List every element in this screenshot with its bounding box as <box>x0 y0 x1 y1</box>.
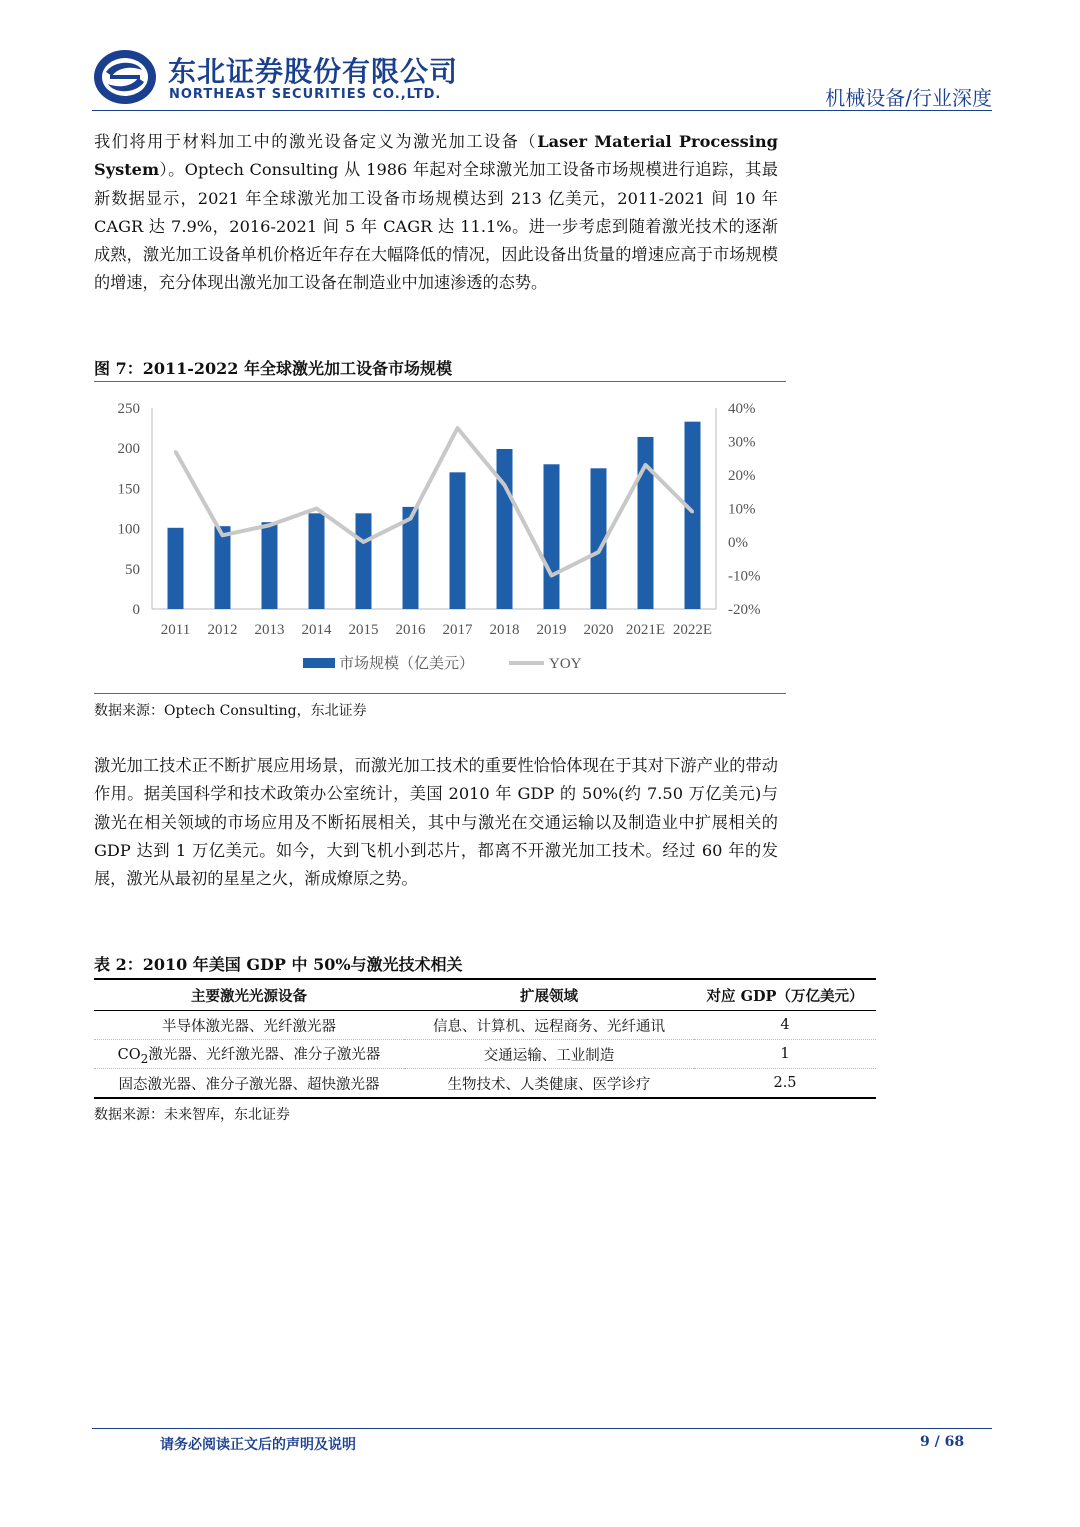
bar-2012 <box>215 526 231 609</box>
table-header-field: 扩展领域 <box>404 979 694 1011</box>
table-header-gdp: 对应 GDP（万亿美元） <box>694 979 876 1011</box>
y-tick-label: 50 <box>125 561 140 578</box>
company-logo-icon <box>92 48 158 106</box>
bar-2014 <box>309 513 325 609</box>
table-cell-field: 生物技术、人类健康、医学诊疗 <box>404 1069 694 1099</box>
bar-2013 <box>262 522 278 609</box>
table-cell-device: 半导体激光器、光纤激光器 <box>94 1011 404 1040</box>
bar-2017 <box>450 472 466 609</box>
intro-text-part2: ）。Optech Consulting 从 1986 年起对全球激光加工设备市场规模进行追踪，其最新数据显示，2021 年全球激光加工设备市场规模达到 213 亿美元，2011-2021 间 10 年 CAGR 达 7.9%，2016-2021 间 5 年 CAGR 达 11.1%。进一步考虑到随着激光技术的逐渐成熟，激光加工设备单机价格近年存在大幅降低的情况，因此设备出货量的增速应高于市场规模的增速，充分体现出激光加工设备在制造业中加速渗透的态势。 <box>94 160 778 293</box>
table-source: 数据来源：未来智库，东北证券 <box>94 1107 290 1123</box>
y2-tick-label: -10% <box>728 568 761 585</box>
table-cell-device: 固态激光器、准分子激光器、超快激光器 <box>94 1069 404 1099</box>
yoy-point-2019 <box>550 574 553 577</box>
x-tick-label: 2020 <box>583 622 614 638</box>
y2-tick-label: -20% <box>728 602 761 618</box>
co2-rest: 激光器、光纤激光器、准分子激光器 <box>148 1046 381 1063</box>
y-tick-label: 200 <box>117 441 140 458</box>
table-cell-field: 信息、计算机、远程商务、光纤通讯 <box>404 1011 694 1040</box>
y2-tick-label: 20% <box>728 468 756 484</box>
intro-paragraph <box>94 128 778 298</box>
y-tick-label: 0 <box>132 602 140 618</box>
figure-bottom-divider <box>94 693 786 694</box>
x-tick-label: 2019 <box>536 622 567 638</box>
x-tick-label: 2012 <box>207 622 238 638</box>
gdp-table <box>94 978 876 1099</box>
table-row <box>94 1040 876 1069</box>
legend-bar-swatch <box>303 658 335 668</box>
intro-term-en: Laser Material Processing System <box>94 132 778 180</box>
section-tag: 机械设备/行业深度 <box>825 86 992 110</box>
disclaimer-note: 请务必阅读正文后的声明及说明 <box>160 1437 356 1453</box>
co2-subscript: 2 <box>140 1051 149 1066</box>
x-tick-label: 2016 <box>395 622 426 638</box>
bar-2022E <box>685 422 701 609</box>
y2-tick-label: 0% <box>728 535 748 551</box>
table-cell-field: 交通运输、工业制造 <box>404 1040 694 1069</box>
table-row <box>94 1069 876 1099</box>
x-tick-label: 2021E <box>625 622 666 638</box>
yoy-point-2014 <box>315 507 318 510</box>
x-tick-label: 2017 <box>442 622 473 638</box>
table-cell-device <box>94 1040 404 1069</box>
yoy-point-2022E <box>691 510 694 513</box>
y-tick-label: 100 <box>117 521 140 538</box>
yoy-point-2013 <box>268 524 271 527</box>
x-tick-label: 2013 <box>254 622 285 638</box>
figure-source: 数据来源：Optech Consulting，东北证券 <box>94 703 367 719</box>
intro-text-part1: 我们将用于材料加工中的激光设备定义为激光加工设备（ <box>94 132 538 151</box>
yoy-point-2012 <box>221 534 224 537</box>
co2-prefix: CO <box>117 1046 141 1063</box>
table-cell-gdp: 2.5 <box>694 1069 876 1099</box>
bar-2015 <box>356 513 372 609</box>
x-tick-label: 2014 <box>301 622 332 638</box>
y2-tick-label: 40% <box>728 401 756 417</box>
x-tick-label: 2022E <box>672 622 713 638</box>
x-tick-label: 2018 <box>489 622 520 638</box>
company-name-cn: 东北证券股份有限公司 <box>168 55 459 88</box>
market-size-chart <box>94 384 786 690</box>
footer-divider <box>92 1428 992 1429</box>
table-header-device: 主要激光光源设备 <box>94 979 404 1011</box>
bar-2011 <box>168 528 184 609</box>
yoy-point-2011 <box>174 450 177 453</box>
table-header-row <box>94 979 876 1011</box>
figure-title: 图 7：2011-2022 年全球激光加工设备市场规模 <box>94 359 452 378</box>
yoy-point-2021E <box>644 463 647 466</box>
yoy-point-2018 <box>503 484 506 487</box>
yoy-point-2015 <box>362 541 365 544</box>
page-header <box>92 48 992 110</box>
bar-2018 <box>497 449 513 609</box>
bar-2021E <box>638 437 654 609</box>
figure-top-divider <box>94 381 786 382</box>
body-paragraph: 激光加工技术正不断扩展应用场景，而激光加工技术的重要性恰恰体现在于其对下游产业的带动作用。据美国科学和技术政策办公室统计，美国 2010 年 GDP 的 50%(约 7.50 万亿美元)与激光在相关领域的市场应用及不断拓展相关，其中与激光在交通运输以及制造业中扩展相关的 GDP 达到 1 万亿美元。如今，大到飞机小到芯片，都离不开激光加工技术。经过 60 年的发展，激光从最初的星星之火，渐成燎原之势。 <box>94 756 778 889</box>
table-title: 表 2：2010 年美国 GDP 中 50%与激光技术相关 <box>94 955 463 974</box>
y2-tick-label: 30% <box>728 434 756 451</box>
y2-tick-label: 10% <box>728 501 756 518</box>
yoy-point-2020 <box>597 551 600 554</box>
header-divider <box>92 110 992 111</box>
yoy-point-2017 <box>456 427 459 430</box>
table-row <box>94 1011 876 1040</box>
table-cell-gdp: 1 <box>694 1040 876 1069</box>
legend-bar-label: 市场规模（亿美元） <box>339 654 475 672</box>
y-tick-label: 250 <box>117 401 140 417</box>
yoy-line <box>176 428 693 575</box>
x-tick-label: 2011 <box>160 622 191 638</box>
company-name-en: NORTHEAST SECURITIES CO.,LTD. <box>169 87 442 102</box>
page-number: 9 / 68 <box>920 1434 965 1450</box>
table-cell-gdp: 4 <box>694 1011 876 1040</box>
yoy-point-2016 <box>409 517 412 520</box>
y-tick-label: 150 <box>117 481 140 498</box>
bar-2019 <box>544 464 560 609</box>
legend-line-label: YOY <box>549 656 582 672</box>
x-tick-label: 2015 <box>348 622 379 638</box>
